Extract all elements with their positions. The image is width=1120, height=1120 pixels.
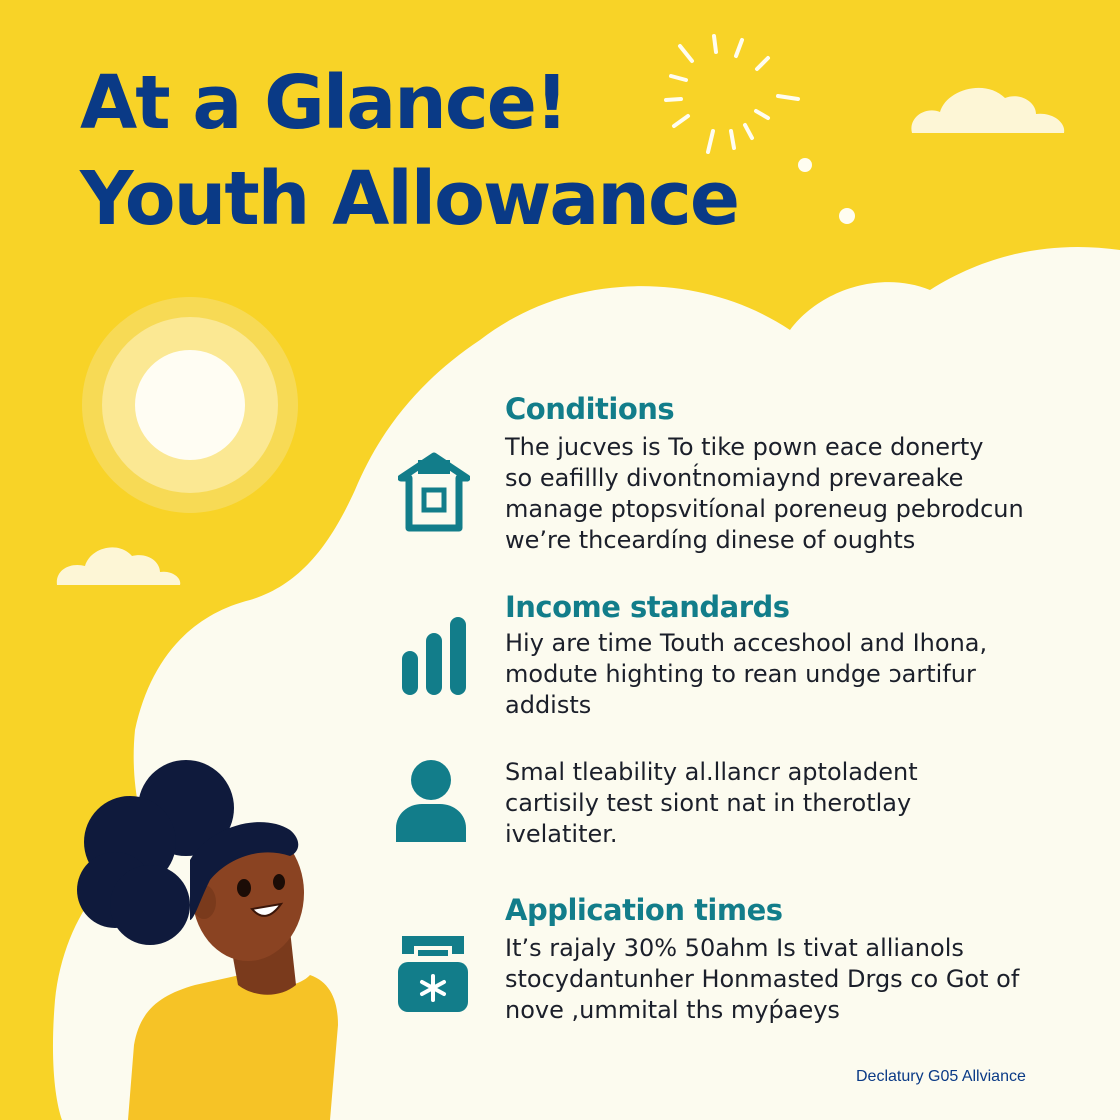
medical-kit-icon: [396, 932, 470, 1014]
application-times-heading: Application times: [505, 893, 783, 927]
text-line: nove ,ummital ths myṕaeys: [505, 996, 840, 1024]
conditions-body: [505, 432, 1045, 556]
text-line: manage ptopsvitíonal poreneug pebrodcun: [505, 495, 1024, 523]
text-line: The jucves is To tike pown eace donerty: [505, 433, 984, 461]
income-standards-body: [505, 628, 1045, 721]
text-line: stocydantunher Honmasted Drgs co Got of: [505, 965, 1020, 993]
small-cloud-right: [911, 88, 1064, 133]
small-cloud-left: [57, 547, 180, 585]
sunburst-icon: [666, 36, 798, 152]
income-standards-heading: Income standards: [505, 590, 790, 624]
footer-credit: Declatury G05 Allviance: [856, 1068, 1026, 1085]
sun-core: [135, 350, 245, 460]
text-line: modute highting to rean undge ɔartifur: [505, 660, 976, 688]
bar-chart-icon: [400, 615, 468, 697]
sparkle-dot-2: [839, 208, 855, 224]
application-times-body: [505, 933, 1045, 1026]
conditions-heading: Conditions: [505, 392, 675, 426]
text-line: Smal tleability al.llancr aptoladent: [505, 758, 918, 786]
title-line-2: Youth Allowance: [80, 156, 739, 242]
text-line: we’re thceardíng dinese of oughts: [505, 526, 916, 554]
eligibility-body: [505, 757, 1045, 850]
person-icon: [394, 758, 468, 842]
text-line: addists: [505, 691, 592, 719]
text-line: ivelatiter.: [505, 820, 618, 848]
text-line: so eafillly divont́nomiaynd prevareake: [505, 464, 964, 492]
house-icon: [398, 452, 470, 532]
text-line: Hiy are time Touth acceshool and Ihona,: [505, 629, 988, 657]
sparkle-dot-1: [798, 158, 812, 172]
text-line: cartisily test siont nat in therotlay: [505, 789, 912, 817]
text-line: It’s rajaly 30% 50ahm Is tivat allianols: [505, 934, 964, 962]
title-line-1: At a Glance!: [80, 60, 567, 146]
